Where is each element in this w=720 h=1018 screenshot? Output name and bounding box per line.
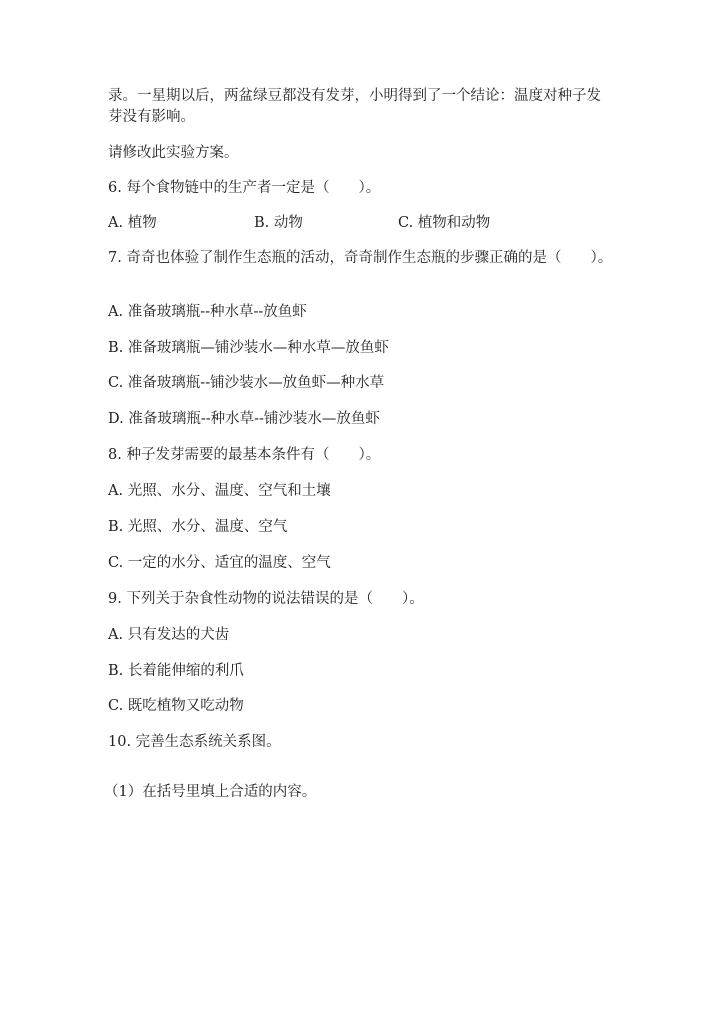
question-8-option-a: A. 光照、水分、温度、空气和土壤: [108, 483, 331, 499]
intro-instruction: 请修改此实验方案。: [108, 145, 239, 161]
question-6-option-c: C. 植物和动物: [398, 215, 491, 231]
intro-line-2: 芽没有影响。: [108, 109, 195, 125]
question-6-option-b: B. 动物: [254, 215, 303, 231]
question-8-option-b: B. 光照、水分、温度、空气: [108, 519, 288, 535]
question-10-sub-1: （1）在括号里填上合适的内容。: [104, 784, 317, 800]
question-8-option-c: C. 一定的水分、适宜的温度、空气: [108, 555, 331, 571]
question-6-option-a: A. 植物: [108, 215, 157, 231]
question-9-option-c: C. 既吃植物又吃动物: [108, 698, 244, 714]
question-8-stem: 8. 种子发芽需要的最基本条件有（ ）。: [108, 447, 381, 463]
intro-line-1: 录。一星期以后，两盆绿豆都没有发芽，小明得到了一个结论：温度对种子发: [108, 88, 601, 104]
question-10-stem: 10. 完善生态系统关系图。: [108, 734, 281, 750]
question-7-option-d: D. 准备玻璃瓶--种水草--铺沙装水—放鱼虾: [108, 411, 380, 427]
question-9-option-a: A. 只有发达的犬齿: [108, 627, 230, 643]
question-7-option-a: A. 准备玻璃瓶--种水草--放鱼虾: [108, 304, 307, 320]
question-6-stem: 6. 每个食物链中的生产者一定是（ ）。: [108, 180, 381, 196]
question-7-option-b: B. 准备玻璃瓶—铺沙装水—种水草—放鱼虾: [108, 340, 389, 356]
question-7-option-c: C. 准备玻璃瓶--铺沙装水—放鱼虾—种水草: [108, 375, 385, 391]
question-6-options: [108, 213, 628, 233]
question-7-stem: 7. 奇奇也体验了制作生态瓶的活动，奇奇制作生态瓶的步骤正确的是（ ）。: [108, 250, 613, 266]
question-9-stem: 9. 下列关于杂食性动物的说法错误的是（ ）。: [108, 591, 424, 607]
question-9-option-b: B. 长着能伸缩的利爪: [108, 663, 244, 679]
